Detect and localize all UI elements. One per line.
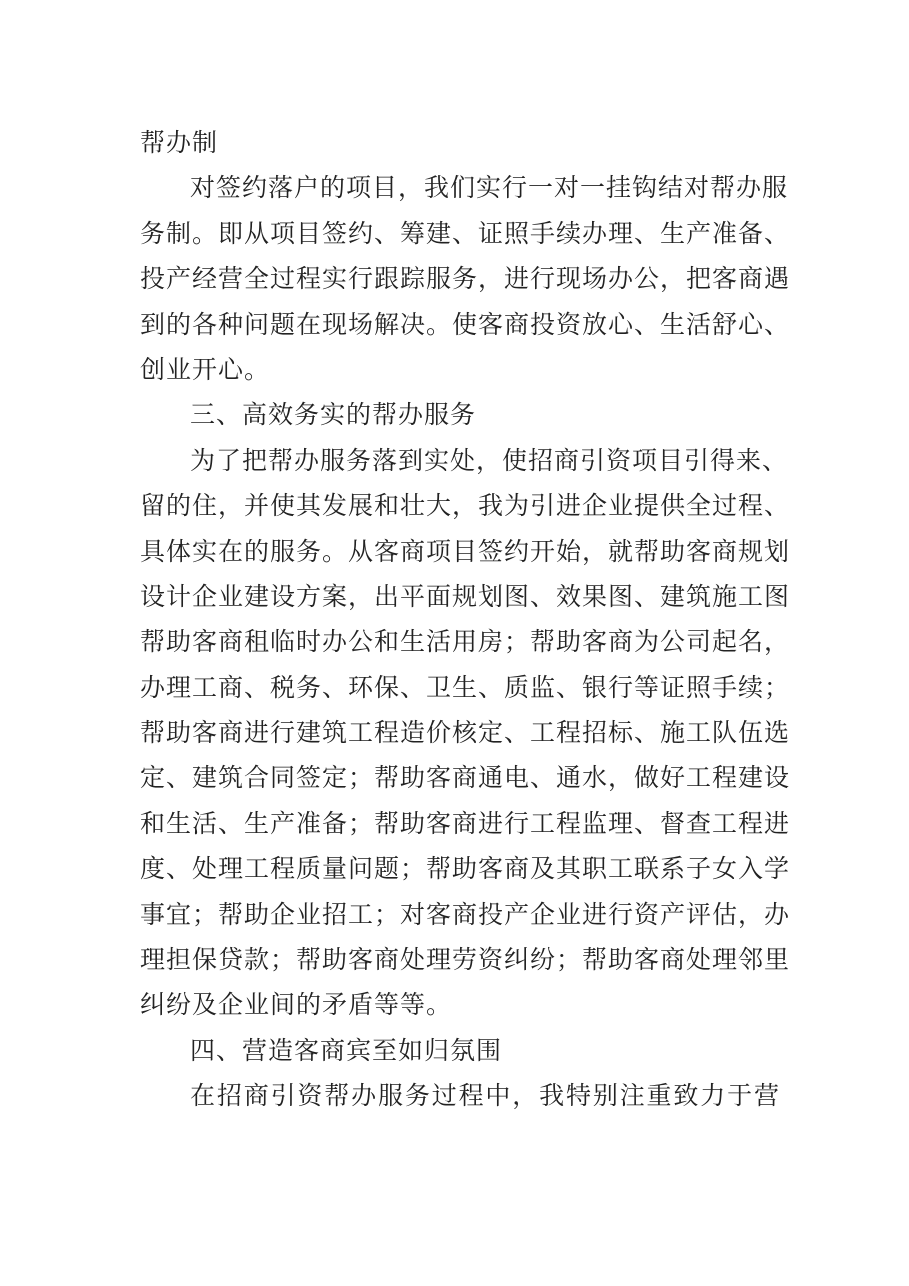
text-line: 务制。即从项目签约、筹建、证照手续办理、生产准备、 [140, 218, 791, 248]
text-line: 定、建筑合同签定；帮助客商通电、通水，做好工程建设 [140, 763, 791, 793]
text-line: 帮助客商租临时办公和生活用房；帮助客商为公司起名， [140, 627, 791, 657]
text-line: 留的住，并使其发展和壮大，我为引进企业提供全过程、 [140, 491, 791, 521]
text-line: 理担保贷款；帮助客商处理劳资纠纷；帮助客商处理邻里 [140, 945, 791, 975]
text-line: 投产经营全过程实行跟踪服务，进行现场办公，把客商遇 [140, 264, 791, 294]
text-line: 帮助客商进行建筑工程造价核定、工程招标、施工队伍选 [140, 718, 791, 748]
text-line: 度、处理工程质量问题；帮助客商及其职工联系子女入学 [140, 854, 791, 884]
text-line: 事宜；帮助企业招工；对客商投产企业进行资产评估，办 [140, 899, 791, 929]
text-line: 帮办制 [140, 128, 219, 157]
text-line: 设计企业建设方案，出平面规划图、效果图、建筑施工图 [140, 581, 791, 611]
document-body [140, 120, 791, 1119]
paragraph-first-line: 在招商引资帮办服务过程中，我特别注重致力于营 [190, 1081, 780, 1111]
section-heading: 四、营造客商宾至如归氛围 [190, 1035, 503, 1065]
text-line: 创业开心。 [140, 354, 271, 384]
text-line: 到的各种问题在现场解决。使客商投资放心、生活舒心、 [140, 309, 791, 339]
text-line: 和生活、生产准备；帮助客商进行工程监理、督查工程进 [140, 808, 791, 838]
section-heading: 三、高效务实的帮办服务 [190, 400, 477, 430]
text-line: 具体实在的服务。从客商项目签约开始，就帮助客商规划 [140, 536, 791, 566]
text-line: 纠纷及企业间的矛盾等等。 [140, 990, 453, 1020]
paragraph-first-line: 为了把帮办服务落到实处，使招商引资项目引得来、 [190, 445, 789, 475]
text-line: 办理工商、税务、环保、卫生、质监、银行等证照手续； [140, 672, 791, 702]
paragraph-first-line: 对签约落户的项目，我们实行一对一挂钩结对帮办服 [190, 173, 789, 203]
